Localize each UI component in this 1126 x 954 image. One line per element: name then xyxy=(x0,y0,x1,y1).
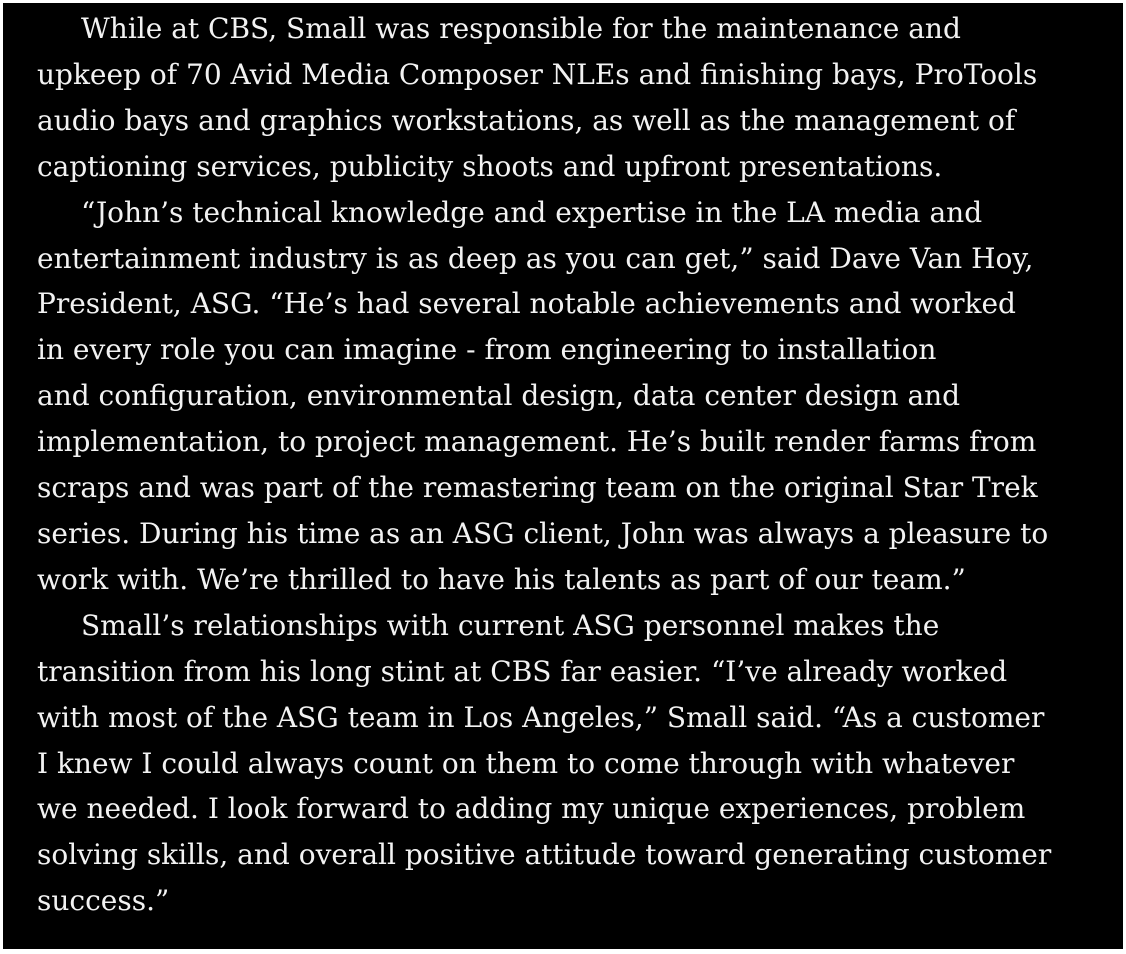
paragraph-small-quote xyxy=(37,603,1087,924)
paragraph-van-hoy-quote xyxy=(37,190,1087,603)
article-body xyxy=(37,6,1087,924)
text-line: audio bays and graphics workstations, as well as the management of xyxy=(37,103,1016,137)
text-line: with most of the ASG team in Los Angeles,” Small said. “As a customer xyxy=(37,700,1045,734)
text-line: in every role you can imagine - from engineering to installation xyxy=(37,333,937,367)
paragraph-cbs-responsibilities xyxy=(37,6,1087,190)
text-line: President, ASG. “He’s had several notable achievements and worked xyxy=(37,287,1016,321)
text-line: While at CBS, Small was responsible for the maintenance and xyxy=(81,12,961,45)
text-line: success.” xyxy=(37,884,170,918)
text-line: implementation, to project management. He’s built render farms from xyxy=(37,425,1037,459)
text-line: “John’s technical knowledge and expertise in the LA media and xyxy=(81,195,983,229)
text-line: transition from his long stint at CBS far easier. “I’ve already worked xyxy=(37,654,1008,688)
text-line: upkeep of 70 Avid Media Composer NLEs and finishing bays, ProTools xyxy=(37,57,1038,91)
text-line: we needed. I look forward to adding my unique experiences, problem xyxy=(37,792,1026,826)
text-line: solving skills, and overall positive attitude toward generating customer xyxy=(37,838,1052,872)
text-line: Small’s relationships with current ASG personnel makes the xyxy=(81,608,940,642)
text-line: work with. We’re thrilled to have his talents as part of our team.” xyxy=(37,562,966,596)
text-line: scraps and was part of the remastering team on the original Star Trek xyxy=(37,471,1038,505)
document-page xyxy=(3,3,1123,949)
text-line: I knew I could always count on them to come through with whatever xyxy=(37,746,1015,780)
text-line: captioning services, publicity shoots and upfront presentations. xyxy=(37,149,943,183)
text-line: series. During his time as an ASG client, John was always a pleasure to xyxy=(37,516,1049,550)
text-line: and configuration, environmental design, data center design and xyxy=(37,379,961,413)
text-line: entertainment industry is as deep as you can get,” said Dave Van Hoy, xyxy=(37,241,1034,275)
